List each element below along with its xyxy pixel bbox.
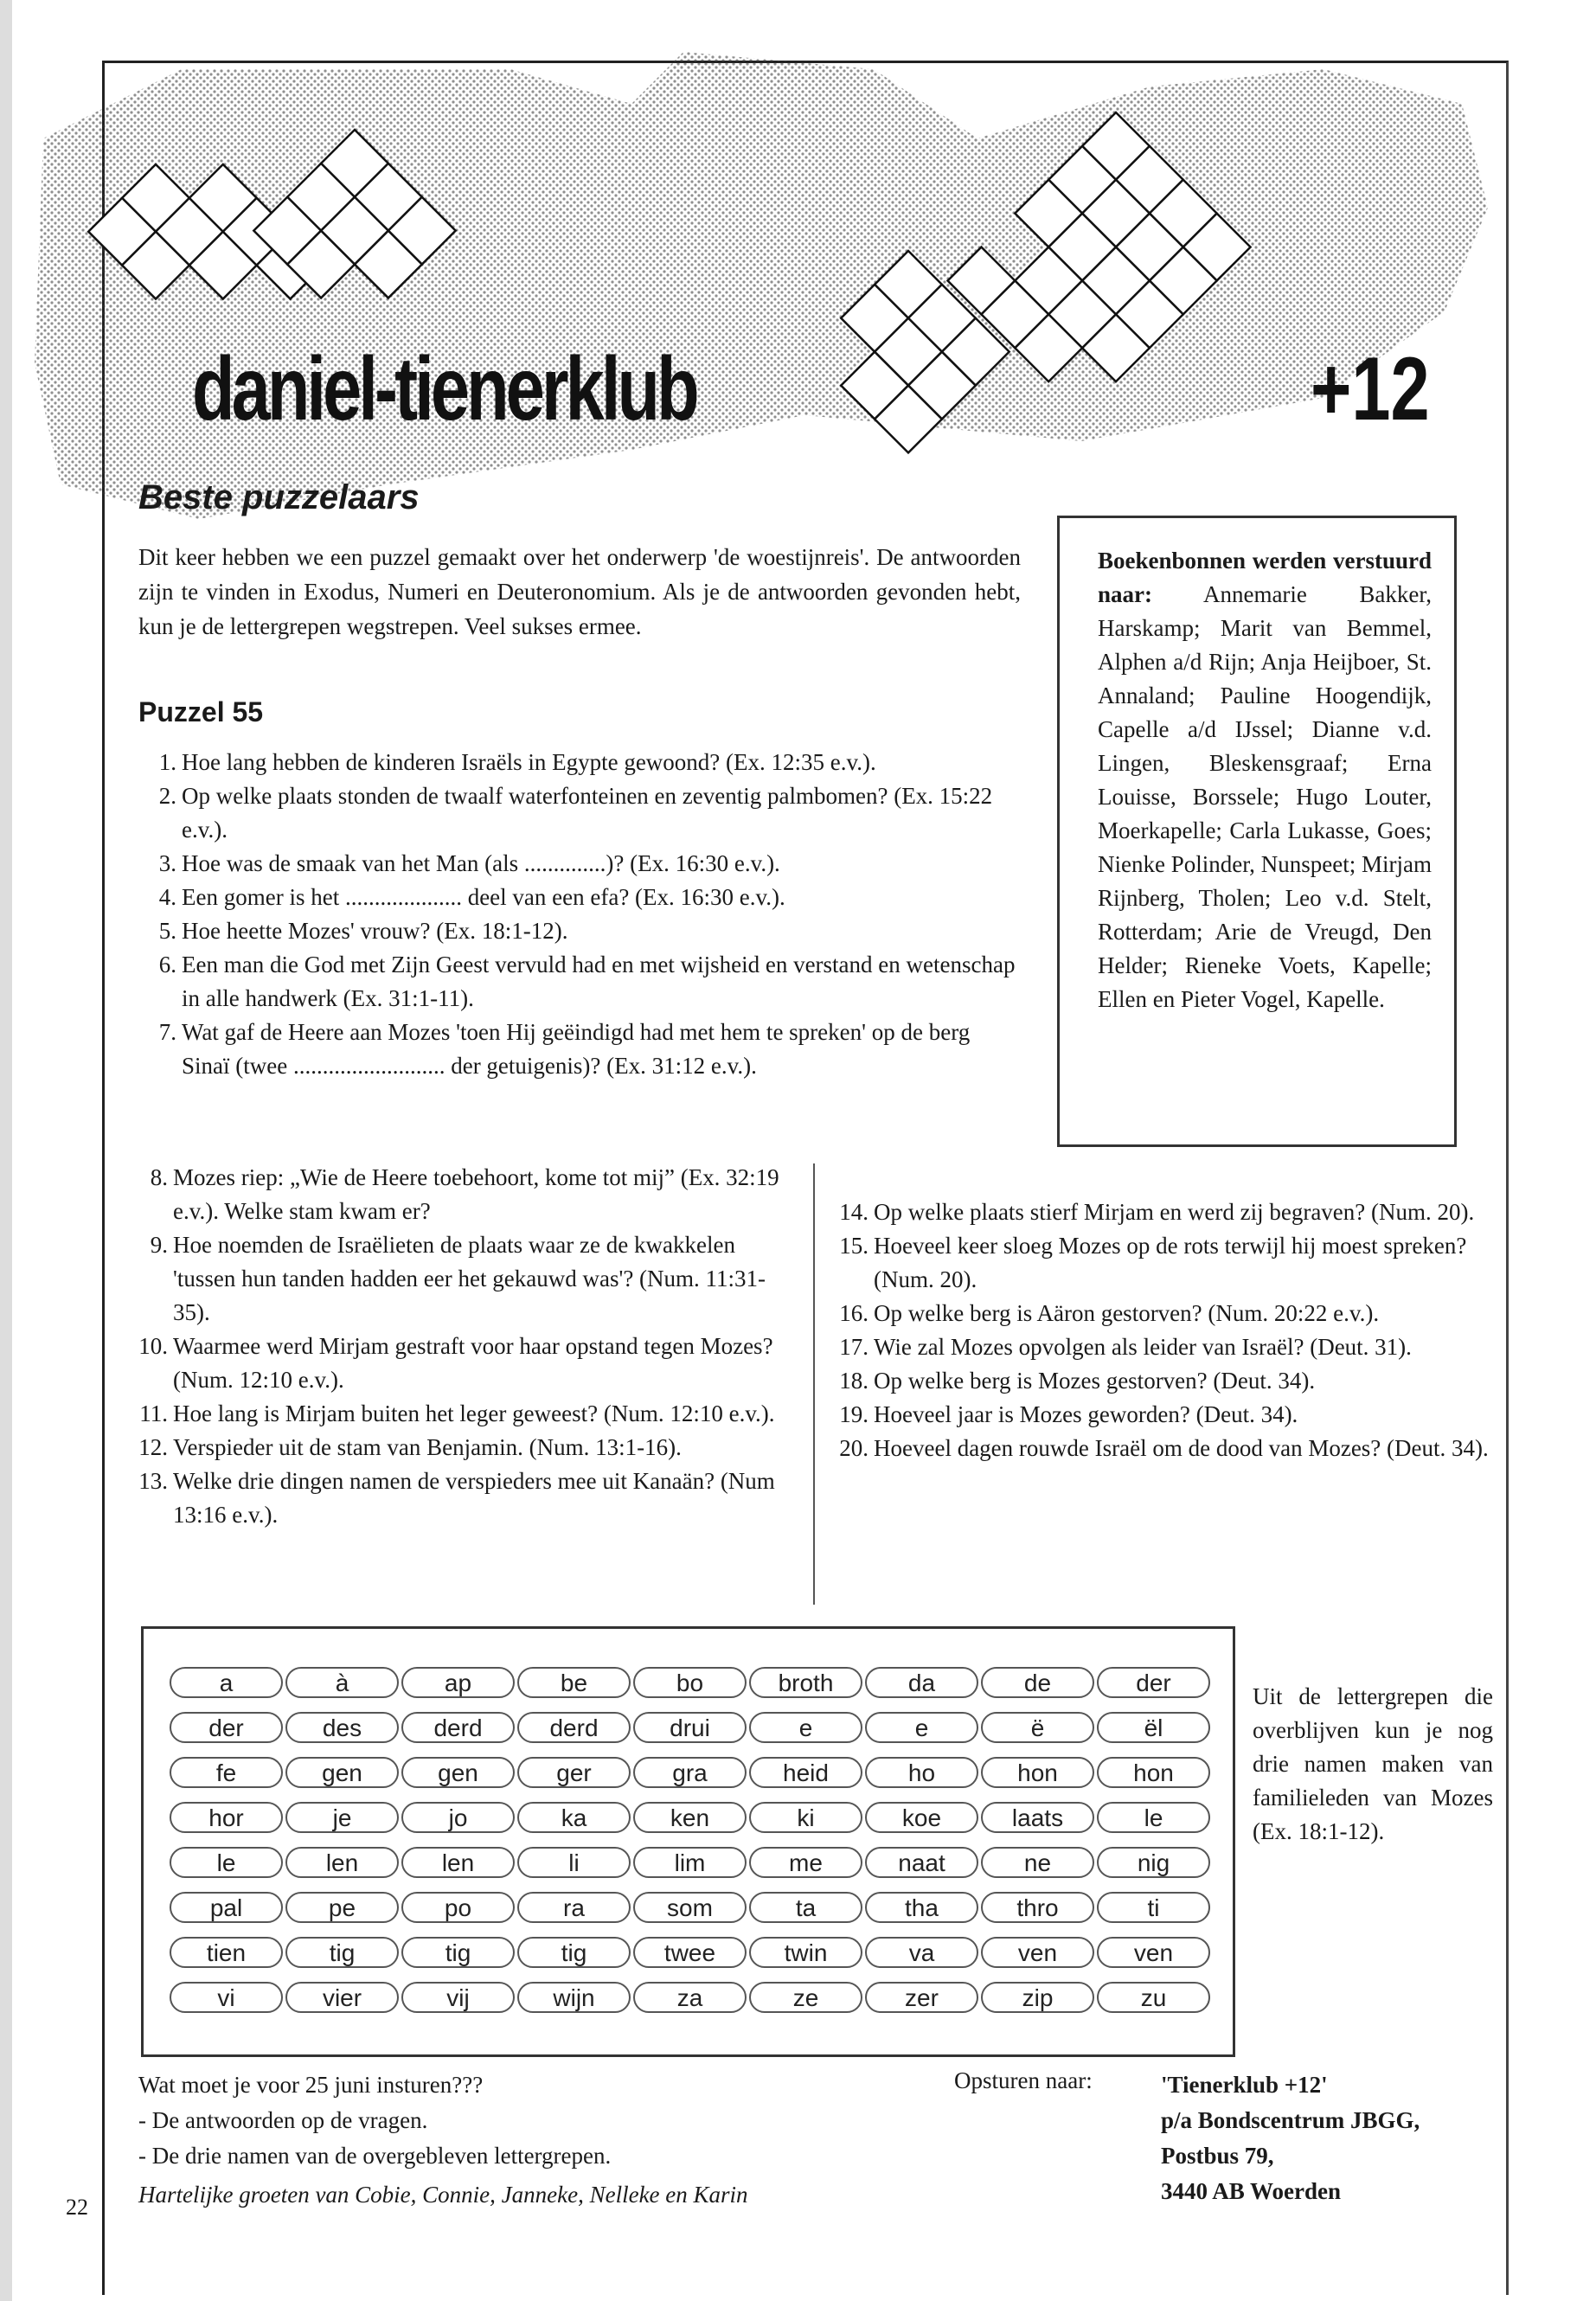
syllable-grid: [141, 1626, 1235, 2057]
submission-question: Wat moet je voor 25 juni insturen???: [138, 2072, 484, 2098]
header-decoration: [26, 35, 1514, 554]
age-tag: +12: [1311, 339, 1430, 439]
voucher-heading: Boekenbonnen werden verstuurd naar:: [1098, 548, 1432, 607]
syllable-cell[interactable]: zer: [865, 1982, 978, 2013]
syllable-cell[interactable]: broth: [749, 1667, 862, 1698]
syllable-cell[interactable]: hon: [981, 1757, 1094, 1788]
syllable-cell[interactable]: lim: [633, 1847, 747, 1878]
grid-instruction: Uit de lettergrepen die overblijven kun je nog drie namen maken van familieleden van Mozes (Ex. 18:1-12).: [1253, 1683, 1493, 1844]
address-line: 3440 AB Woerden: [1161, 2178, 1342, 2204]
syllable-cell[interactable]: vi: [170, 1982, 283, 2013]
syllable-cell[interactable]: e: [749, 1712, 862, 1743]
syllable-row: [170, 1705, 1225, 1750]
question-item: 7. Wat gaf de Heere aan Mozes 'toen Hij geëindigd had met hem te spreken' op de berg Sinaï (twee .......................... der getuigenis)? (Ex. 31:12 e.v.).: [158, 1019, 971, 1079]
syllable-cell[interactable]: da: [865, 1667, 978, 1698]
submission-item: - De antwoorden op de vragen.: [138, 2107, 428, 2133]
syllable-cell[interactable]: des: [285, 1712, 399, 1743]
syllable-cell[interactable]: ka: [517, 1802, 631, 1833]
syllable-cell[interactable]: gra: [633, 1757, 747, 1788]
syllable-cell[interactable]: à: [285, 1667, 399, 1698]
syllable-cell[interactable]: gen: [285, 1757, 399, 1788]
syllable-cell[interactable]: ë: [981, 1712, 1094, 1743]
send-label: Opsturen naar:: [954, 2067, 1093, 2093]
syllable-cell[interactable]: vij: [401, 1982, 515, 2013]
syllable-cell[interactable]: drui: [633, 1712, 747, 1743]
syllable-cell[interactable]: tha: [865, 1892, 978, 1923]
syllable-cell[interactable]: jo: [401, 1802, 515, 1833]
syllable-cell[interactable]: fe: [170, 1757, 283, 1788]
greeting-heading: Beste puzzelaars: [138, 478, 420, 516]
syllable-cell[interactable]: ze: [749, 1982, 862, 2013]
syllable-cell[interactable]: gen: [401, 1757, 515, 1788]
syllable-cell[interactable]: hor: [170, 1802, 283, 1833]
syllable-cell[interactable]: le: [170, 1847, 283, 1878]
address-line: Postbus 79,: [1161, 2143, 1274, 2169]
postal-address: [1161, 2067, 1420, 2209]
syllable-cell[interactable]: zu: [1097, 1982, 1210, 2013]
syllable-cell[interactable]: ra: [517, 1892, 631, 1923]
signoff: Hartelijke groeten van Cobie, Connie, Janneke, Nelleke en Karin: [138, 2182, 748, 2208]
question-item: 15. Hoeveel keer sloeg Mozes op de rots terwijl hij moest spreken? (Num. 20).: [839, 1233, 1467, 1292]
question-item: 20. Hoeveel dagen rouwde Israël om de dood van Mozes? (Deut. 34).: [839, 1435, 1489, 1461]
submission-item: - De drie namen van de overgebleven lettergrepen.: [138, 2143, 612, 2169]
question-list-top: [138, 746, 1021, 1083]
syllable-cell[interactable]: je: [285, 1802, 399, 1833]
syllable-row: [170, 1885, 1225, 1930]
question-item: 5. Hoe heette Mozes' vrouw? (Ex. 18:1-12).: [158, 918, 568, 944]
question-list-right: [830, 1195, 1497, 1465]
syllable-cell[interactable]: tig: [401, 1937, 515, 1968]
syllable-cell[interactable]: derd: [517, 1712, 631, 1743]
syllable-cell[interactable]: len: [401, 1847, 515, 1878]
syllable-cell[interactable]: e: [865, 1712, 978, 1743]
syllable-cell[interactable]: pe: [285, 1892, 399, 1923]
syllable-cell[interactable]: len: [285, 1847, 399, 1878]
syllable-cell[interactable]: wijn: [517, 1982, 631, 2013]
syllable-cell[interactable]: ken: [633, 1802, 747, 1833]
syllable-cell[interactable]: a: [170, 1667, 283, 1698]
question-item: 10. Waarmee werd Mirjam gestraft voor haar opstand tegen Mozes? (Num. 12:10 e.v.).: [138, 1333, 773, 1393]
syllable-cell[interactable]: pal: [170, 1892, 283, 1923]
syllable-cell[interactable]: po: [401, 1892, 515, 1923]
syllable-grid-rows: [170, 1660, 1225, 2020]
question-item: 12. Verspieder uit de stam van Benjamin. (Num. 13:1-16).: [138, 1434, 682, 1460]
page-number: 22: [66, 2195, 88, 2220]
syllable-row: [170, 1975, 1225, 2020]
syllable-cell[interactable]: ven: [1097, 1937, 1210, 1968]
syllable-cell[interactable]: bo: [633, 1667, 747, 1698]
syllable-cell[interactable]: nig: [1097, 1847, 1210, 1878]
syllable-row: [170, 1660, 1225, 1705]
column-divider: [813, 1163, 815, 1605]
syllable-cell[interactable]: som: [633, 1892, 747, 1923]
question-item: 11. Hoe lang is Mirjam buiten het leger geweest? (Num. 12:10 e.v.).: [139, 1400, 775, 1426]
syllable-row: [170, 1840, 1225, 1885]
syllable-cell[interactable]: li: [517, 1847, 631, 1878]
syllable-cell[interactable]: le: [1097, 1802, 1210, 1833]
syllable-cell[interactable]: derd: [401, 1712, 515, 1743]
syllable-cell[interactable]: hon: [1097, 1757, 1210, 1788]
question-list-left: [130, 1161, 801, 1532]
syllable-cell[interactable]: ap: [401, 1667, 515, 1698]
scan-edge: [0, 0, 12, 2301]
syllable-cell[interactable]: tig: [517, 1937, 631, 1968]
submission-instructions: [138, 2067, 611, 2174]
syllable-cell[interactable]: ki: [749, 1802, 862, 1833]
syllable-cell[interactable]: heid: [749, 1757, 862, 1788]
question-item: 17. Wie zal Mozes opvolgen als leider van Israël? (Deut. 31).: [839, 1334, 1412, 1360]
syllable-cell[interactable]: ger: [517, 1757, 631, 1788]
question-item: 6. Een man die God met Zijn Geest vervuld had en met wijsheid en verstand en wetenschap in alle handwerk (Ex. 31:1-11).: [158, 952, 1016, 1011]
puzzle-title: Puzzel 55: [138, 696, 264, 727]
syllable-cell[interactable]: be: [517, 1667, 631, 1698]
syllable-cell[interactable]: twee: [633, 1937, 747, 1968]
syllable-row: [170, 1930, 1225, 1975]
syllable-cell[interactable]: tien: [170, 1937, 283, 1968]
syllable-cell[interactable]: va: [865, 1937, 978, 1968]
syllable-cell[interactable]: ta: [749, 1892, 862, 1923]
syllable-cell[interactable]: de: [981, 1667, 1094, 1698]
syllable-cell[interactable]: naat: [865, 1847, 978, 1878]
syllable-cell[interactable]: ho: [865, 1757, 978, 1788]
question-item: 9. Hoe noemden de Israëlieten de plaats waar ze de kwakkelen 'tussen hun tanden hadden eer het gekauwd was'? (Num. 11:31-35).: [150, 1232, 766, 1325]
club-title: daniel-tienerklub: [192, 339, 696, 439]
question-item: 19. Hoeveel jaar is Mozes geworden? (Deut. 34).: [839, 1401, 1298, 1427]
question-item: 13. Welke drie dingen namen de verspieders mee uit Kanaän? (Num 13:16 e.v.).: [138, 1468, 775, 1528]
syllable-cell[interactable]: ël: [1097, 1712, 1210, 1743]
syllable-cell[interactable]: za: [633, 1982, 747, 2013]
intro-paragraph: Dit keer hebben we een puzzel gemaakt over het onderwerp 'de woestijnreis'. De antwoorden zijn te vinden in Exodus, Numeri en Deuteronomium. Als je de antwoorden gevonden hebt, kun je de lettergrepen wegstrepen. Veel sukses ermee.: [138, 544, 1021, 639]
syllable-cell[interactable]: der: [170, 1712, 283, 1743]
question-item: 14. Op welke plaats stierf Mirjam en werd zij begraven? (Num. 20).: [839, 1199, 1475, 1225]
question-item: 18. Op welke berg is Mozes gestorven? (Deut. 34).: [839, 1368, 1316, 1394]
syllable-cell[interactable]: tig: [285, 1937, 399, 1968]
syllable-cell[interactable]: ne: [981, 1847, 1094, 1878]
syllable-cell[interactable]: der: [1097, 1667, 1210, 1698]
syllable-cell[interactable]: thro: [981, 1892, 1094, 1923]
question-item: 8. Mozes riep: „Wie de Heere toebehoort, kome tot mij” (Ex. 32:19 e.v.). Welke stam kwam er?: [150, 1164, 779, 1224]
question-item: 3. Hoe was de smaak van het Man (als ..............)? (Ex. 16:30 e.v.).: [158, 850, 780, 876]
voucher-names: Annemarie Bakker, Harskamp; Marit van Bemmel, Alphen a/d Rijn; Anja Heijboer, St. Annaland; Pauline Hoogendijk, Capelle a/d IJssel; Dianne v.d. Lingen, Bleskensgraaf; Erna Louisse, Borssele; Hugo Louter, Moerkapelle; Carla Lukasse, Goes; Nienke Polinder, Nunspeet; Mirjam Rijnberg, Tholen; Leo v.d. Stelt, Rotterdam; Arie de Vreugd, Den Helder; Rieneke Voets, Kapelle; Ellen en Pieter Vogel, Kapelle.: [1098, 581, 1432, 1012]
question-item: 2. Op welke plaats stonden de twaalf waterfonteinen en zeventig palmbomen? (Ex. 15:22 e.v.).: [158, 783, 993, 843]
syllable-cell[interactable]: laats: [981, 1802, 1094, 1833]
question-item: 4. Een gomer is het .................... deel van een efa? (Ex. 16:30 e.v.).: [158, 884, 785, 910]
syllable-cell[interactable]: ti: [1097, 1892, 1210, 1923]
syllable-cell[interactable]: zip: [981, 1982, 1094, 2013]
syllable-cell[interactable]: ven: [981, 1937, 1094, 1968]
address-line: 'Tienerklub +12': [1161, 2072, 1328, 2098]
syllable-cell[interactable]: me: [749, 1847, 862, 1878]
syllable-cell[interactable]: twin: [749, 1937, 862, 1968]
address-line: p/a Bondscentrum JBGG,: [1161, 2107, 1420, 2133]
syllable-cell[interactable]: koe: [865, 1802, 978, 1833]
syllable-row: [170, 1750, 1225, 1795]
syllable-cell[interactable]: vier: [285, 1982, 399, 2013]
question-item: 1. Hoe lang hebben de kinderen Israëls in Egypte gewoond? (Ex. 12:35 e.v.).: [158, 749, 876, 775]
question-item: 16. Op welke berg is Aäron gestorven? (Num. 20:22 e.v.).: [839, 1300, 1380, 1326]
voucher-winners-box: [1057, 516, 1457, 1147]
syllable-row: [170, 1795, 1225, 1840]
